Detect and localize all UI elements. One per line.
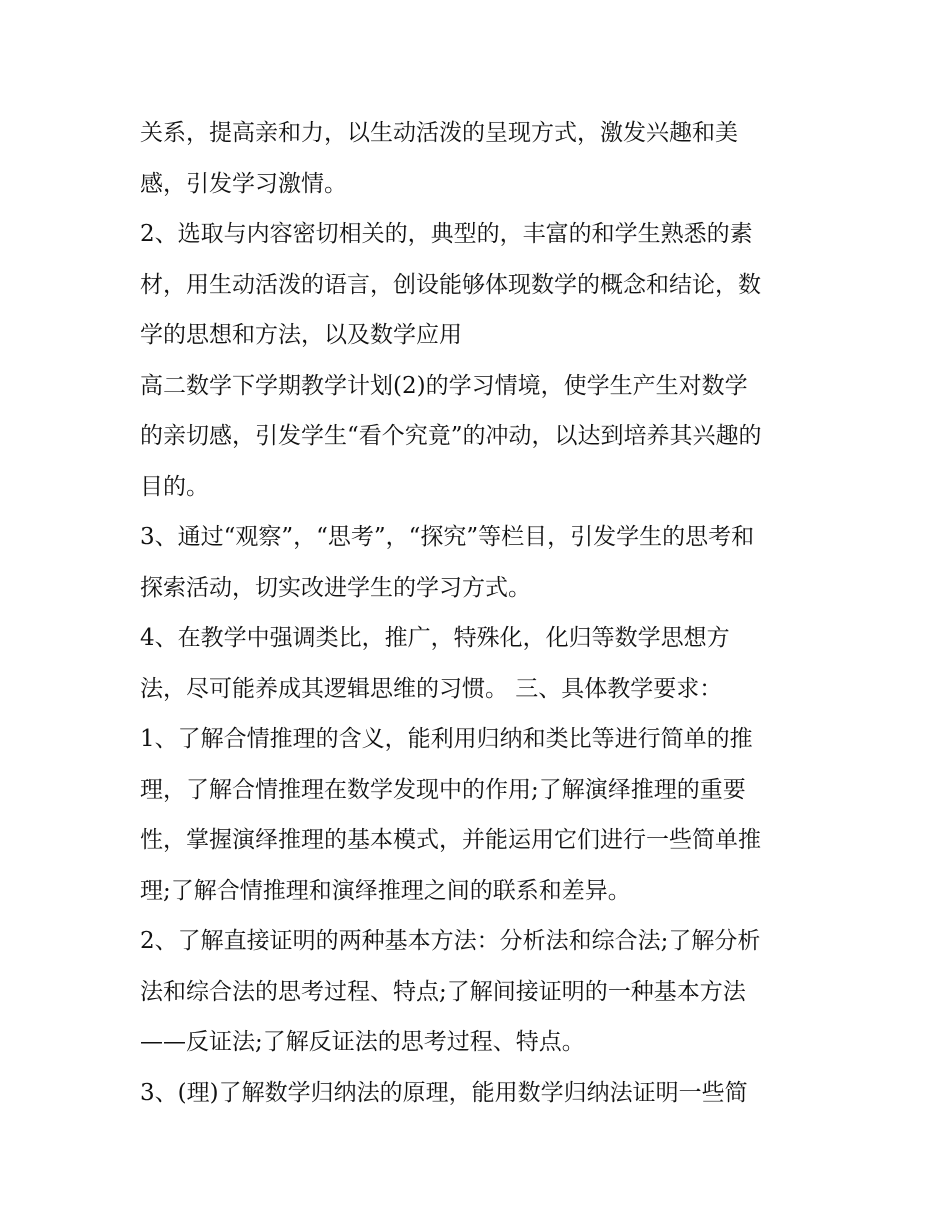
text-line: 法和综合法的思考过程、特点;了解间接证明的一种基本方法 [140,978,746,1005]
text-line: 3、通过“观察”，“思考”，“探究”等栏目，引发学生的思考和 [140,524,755,550]
text-line: 2、选取与内容密切相关的，典型的，丰富的和学生熟悉的素 [140,221,753,247]
text-line: 3、(理)了解数学归纳法的原理，能用数学归纳法证明一些简 [140,1079,748,1106]
text-line: 材，用生动活泼的语言，创设能够体现数学的概念和结论，数 [140,271,761,298]
text-line: 探索活动，切实改进学生的学习方式。 [140,574,531,601]
text-line: 4、在教学中强调类比，推广，特殊化，化归等数学思想方 [140,625,730,651]
text-line: 感，引发学习激情。 [140,170,347,197]
text-line: 性，掌握演绎推理的基本模式，并能运用它们进行一些简单推 [140,827,761,853]
text-line: 高二数学下学期教学计划(2)的学习情境，使学生产生对数学 [140,372,748,399]
text-line: 2、了解直接证明的两种基本方法：分析法和综合法;了解分析 [140,928,761,954]
text-line: ——反证法;了解反证法的思考过程、特点。 [140,1029,585,1055]
document-body [140,108,820,1118]
text-line: 理，了解合情推理在数学发现中的作用;了解演绎推理的重要 [140,776,746,803]
text-line: 理;了解合情推理和演绎推理之间的联系和差异。 [140,877,631,904]
text-line: 1、了解合情推理的含义，能利用归纳和类比等进行简单的推 [140,726,753,752]
text-line: 法，尽可能养成其逻辑思维的习惯。 三、具体教学要求： [140,675,723,702]
text-line: 目的。 [140,473,209,500]
text-line: 学的思想和方法，以及数学应用 [140,322,462,348]
text-line: 的亲切感，引发学生“看个究竟”的冲动，以达到培养其兴趣的 [140,423,762,449]
text-line: 关系，提高亲和力，以生动活泼的呈现方式，激发兴趣和美 [140,120,738,146]
